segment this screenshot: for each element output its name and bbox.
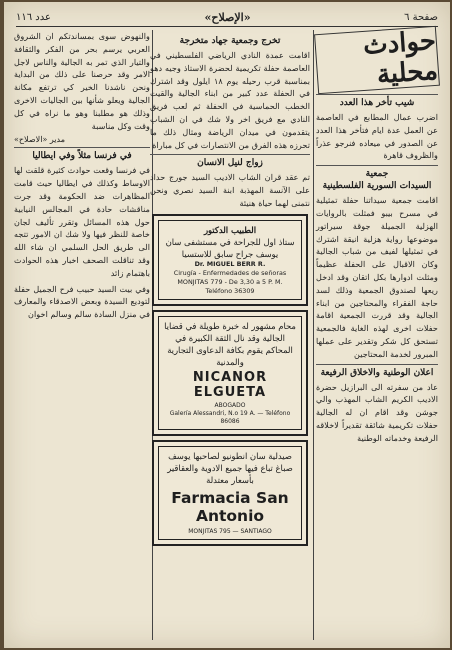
column-divider [313,30,314,640]
article-heading: شيب تأخر هذا العدد [316,94,438,109]
article-heading: جمعية السيدات السورية الفلسطينية [316,165,438,192]
article-body: عاد من سفرته الى البرازيل حضرة الاديب الكريم الشاب المهذب والي جوشن وقد اقام ان له الجالية حفلات تكريمية شائقة تقديراً لاخلاقه الرفيعة وخدماته الوطنية [316,381,438,443]
ad-arabic-text: محام مشهور له خبرة طويلة في قضايا الجالية وقد نال الثقة الكبيرة في المحاكم يقوم بكافة الدعاوى التجارية والمدنية [164,320,296,367]
ad-phone: Teléfono 36309 [205,286,255,295]
ad-doctor-name: Dr. MIGUEL BERR R. [194,259,266,268]
ad-address: MONJITAS 779 - De 3,30 a 5 P. M. [177,277,283,286]
ad-address: MONJITAS 795 — SANTIAGO [188,527,272,535]
right-column [316,25,439,448]
newspaper-title: «الإصلاح» [204,10,251,24]
ad-arabic-title: الطبيب الدكتور [203,224,257,235]
article-body: اضرب عمال المطابع في العاصمة عن العمل عدة ايام فتأخر هذا العدد عن الصدور في ميعاده فنرجو عذراً والظروف قاهرة [316,112,438,161]
article-body: والنهوض سوى بمساندتكم ان الشروق العربي يرسم بحر من الفكر والثقافة والتيار الذي تمر به الجالية والناس لاجل الامر وقد حرصنا على ذلك من البداية ونحن ناشدنا الخير كي ترتفع مكانة الجالية ويعلو شأنها بين الجاليات الاخرى وذلك هو مطلبنا وهو ما نراه في كل وقت وكل مناسبة [14,31,150,131]
ad-arabic-text: صيدلية سان انطونيو لصاحبها يوسف صباغ تباع فيها جميع الادوية والعقاقير بأسعار معتدلة [167,450,293,485]
ad-lawyer-name: NICANOR ELGUETA [192,369,268,400]
newspaper-page [4,2,450,648]
article-body: اقامت عمدة النادي الرياضي الفلسطيني في العاصمة حفلة تكريمية لحضرة الاستاذ وجيه دهو بمناسبة قرب رحيله يوم ١٨ ايلول وقد اشترك في الحفلة عدد كبير من ابناء الجالية والقيت الخطب الحماسية في الحفلة ثم لعب فريق النادي مع فريق اخر ولا شك في ان الشباب يتقدمون في ميدان الرياضة ومثال ذلك ما تحرزه هذه الفرق من الانتصارات في كل مباراة [150,50,310,150]
lawyer-advertisement [152,310,308,436]
article-body: وفي بيت السيد حبيب فرح الجميل حفلة لتوديع السيدة وبعض الاصدقاء والمعارف في منزل السادة سالم وسالم اخوان [14,283,150,320]
page-number: صفحة ٦ [404,11,438,23]
article-heading: في فرنسا مثلاً وفي ايطاليا [14,147,150,162]
page-header [16,8,438,27]
article-heading: تخرج وجمعية جهاد متخرجة [179,36,281,46]
ad-arabic-text: ستاذ اول للجراحة في مستشفى سان يوسف جراح سابق للاستسيا [165,236,295,259]
section-masthead: حوادث محلية [314,26,440,94]
ad-pharmacy-name: Farmacia San Antonio [171,488,289,525]
article-heading: اعلان الوطنية والاخلاق الرفيعة [316,364,438,379]
doctor-advertisement [152,214,308,306]
article-body: اقامت جمعية سيداتنا حفلة تمثيلية في مسرح بيبو فمثلت بالروايات الهزلية الجميلة جوقة سيراتور موضوعها رواية هزلية انيقة اشترك في تمثيلها لفيف من شباب الجالية وكان الاقبال على الحفلة عظيماً ومثلت ادوارها بكل اتقان وقد ادخل ريعها لصندوق الجمعية وذلك لسد حاجة الفقراء والمحتاجين من ابناء الجالية وقد قررت الجمعية اقامة حفلات اخرى لهذه الغاية فالجمعية تستحق كل شكر وتقدير على عملها المبرور لخدمة المحتاجين [316,195,438,359]
article-heading: زواج لنيل الانسان [150,154,310,169]
article-body: في فرنسا وقعت حوادث كثيرة قلقت لها الاوساط وكذلك في ايطاليا حيث قامت المظاهرات ضد الحكومة وقد جرت مناقشات حادة في المجالس النيابية حول هذه المسائل وتقرر تأليف لجان خاصة للنظر فيها ولا شك ان الامور تتجه الى طريق الحل السلمي ان شاء الله وقد تناقلت الصحف اخبار هذه الحوادث باهتمام زائد [14,165,150,278]
pharmacy-advertisement [152,440,308,546]
ad-address: Galería Alessandri, N.o 19 A. — Teléfono 86086 [169,409,291,425]
ad-specialty: Cirugía - Enfermedades de señoras [173,268,287,277]
article-body: تم عقد قران الشاب الاديب السيد جورج حداد على الآنسة المهذبة ابنة السيد نصري ونحن نتمنى لهما حياة هنيئة [150,172,310,208]
middle-column [150,30,310,550]
ad-profession: ABOGADO [214,401,246,409]
issue-number: عدد ١١٦ [16,11,51,23]
left-column [14,30,150,324]
article-signature: مدير «الاصلاح» [14,135,65,145]
